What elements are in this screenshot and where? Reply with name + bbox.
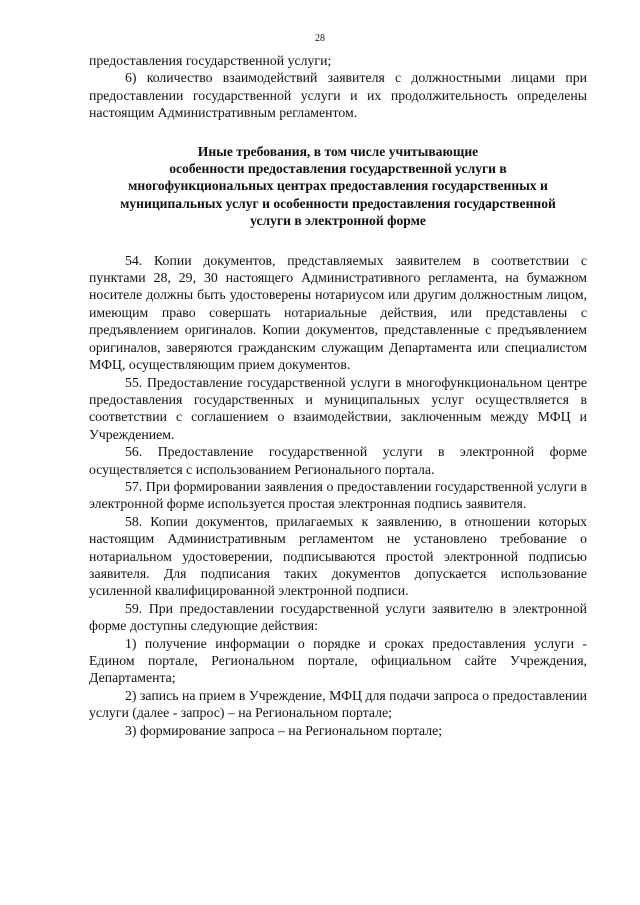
intro-line: предоставления государственной услуги;: [89, 53, 332, 68]
paragraph-59: 59. При предоставлении государственной услуги заявителю в электронной форме доступны следующие действия:: [89, 600, 587, 634]
paragraph-59-item-3: 3) формирование запроса – на Региональном портале;: [125, 722, 443, 738]
item-6: 6) количество взаимодействий заявителя с должностными лицами при предоставлении государственной услуги и их продолжительность определены настоящим Административным регламентом.: [89, 70, 587, 121]
heading-line: особенности предоставления государственной услуги в: [169, 161, 507, 177]
heading-line: многофункциональных центрах предоставления государственных и: [128, 178, 548, 194]
paragraph-59-item-2: 2) запись на прием в Учреждение, МФЦ для подачи запроса о предоставлении услуги (далее - запрос) – на Региональном портале;: [89, 687, 587, 721]
paragraph-58: 58. Копии документов, прилагаемых к заявлению, в отношении которых настоящим Административным регламентом не установлено требование о нотариальном удостоверении, подписываются простой электронной подписью заявителя. Для подписания таких документов допускается использование усиленной квалифицированной электронной подписи.: [89, 513, 587, 599]
section-heading: [89, 143, 587, 230]
paragraph-59-item-1: 1) получение информации о порядке и сроках предоставления услуги - Едином портале, Региональном портале, официальном сайте Учреждения, Департамента;: [89, 635, 587, 686]
page-number: 28: [315, 33, 325, 44]
heading-line: услуги в электронной форме: [250, 213, 426, 229]
paragraph-54: 54. Копии документов, представляемых заявителем в соответствии с пунктами 28, 29, 30 настоящего Административного регламента, на бумажном носителе должны быть удостоверены нотариусом или другим должностным лицом, имеющим право совершать нотариальные действия, или представлены с предъявлением оригиналов. Копии документов, представленные с предъявлением оригиналов, заверяются гражданским служащим Департамента или специалистом МФЦ, осуществляющим прием документов.: [89, 252, 587, 373]
document-body: [89, 52, 587, 739]
paragraph-57: 57. При формировании заявления о предоставлении государственной услуги в электронной форме используется простая электронная подпись заявителя.: [89, 478, 587, 512]
heading-line: Иные требования, в том числе учитывающие: [197, 143, 479, 159]
paragraph-56: 56. Предоставление государственной услуги в электронной форме осуществляется с использованием Регионального портала.: [89, 444, 587, 477]
heading-line: муниципальных услуг и особенности предоставления государственной: [120, 195, 556, 211]
paragraph-55: 55. Предоставление государственной услуги в многофункциональном центре предоставления государственных и муниципальных услуг осуществляется в соответствии с соглашением о взаимодействии, заключенным между МФЦ и Учреждением.: [89, 374, 587, 442]
